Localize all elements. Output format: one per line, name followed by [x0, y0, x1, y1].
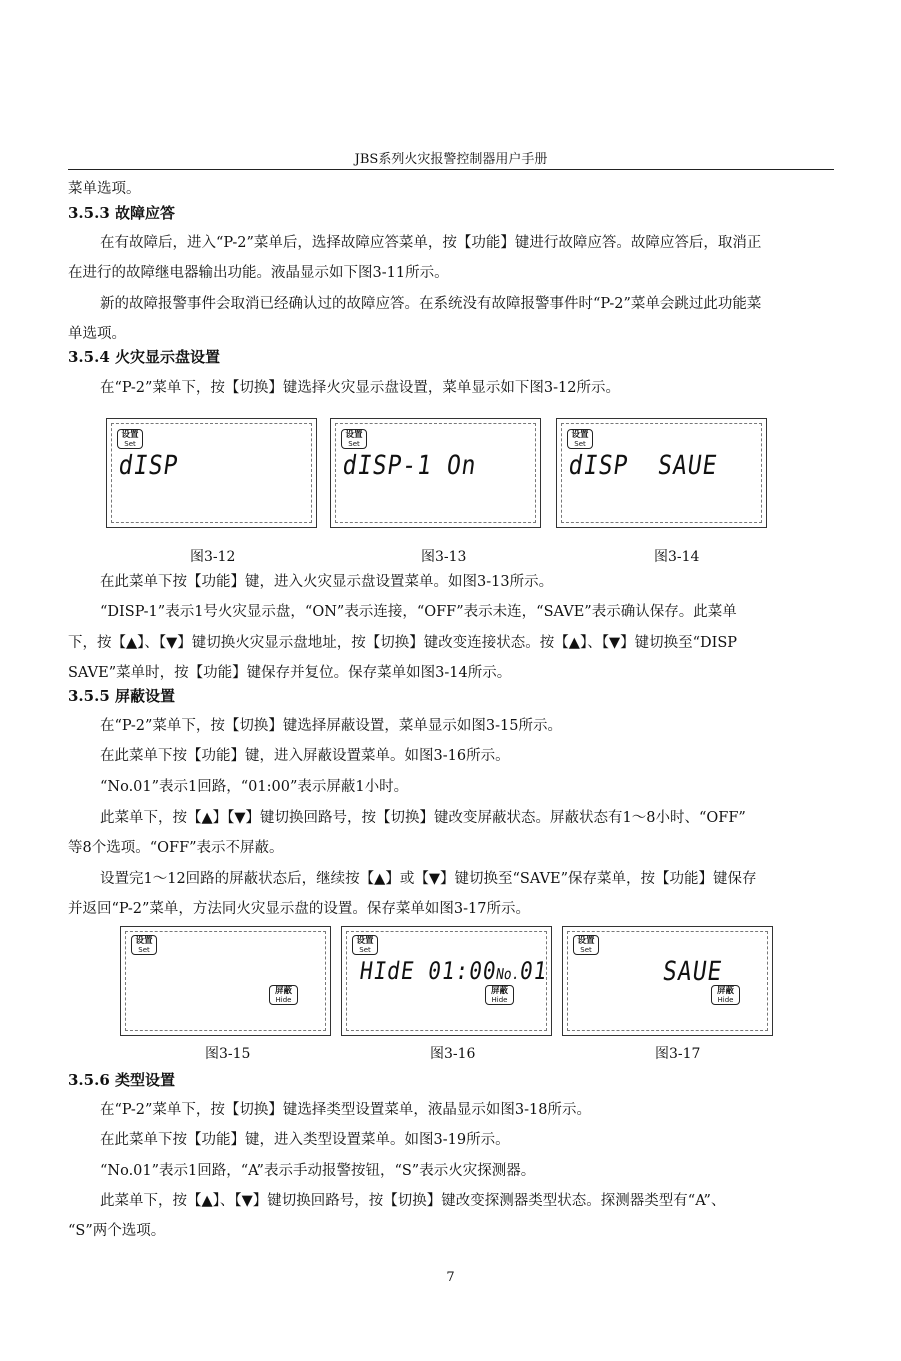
- text-line: 等8个选项。“OFF”表示不屏蔽。: [68, 840, 284, 856]
- figure-caption: 图3-13: [421, 549, 467, 565]
- text-line: 单选项。: [68, 326, 126, 342]
- lcd-segment-small: No.: [494, 966, 521, 984]
- page-number: 7: [446, 1270, 455, 1285]
- text-line: “DISP-1”表示1号火灾显示盘，“ON”表示连接，“OFF”表示未连，“SAVE”表示确认保存。此菜单: [100, 604, 737, 620]
- text-line: 在“P-2”菜单下，按【切换】键选择火灾显示盘设置，菜单显示如下图3-12所示。: [100, 380, 620, 396]
- lcd-figure-3-12: [106, 418, 317, 528]
- figure-caption: 图3-15: [205, 1046, 251, 1062]
- text-line: 下，按【▲】、【▼】键切换火灾显示盘地址，按【切换】键改变连接状态。按【▲】、【▼】键切换至“DISP: [68, 635, 738, 651]
- lcd-figure-3-14: [556, 418, 767, 528]
- text-line: 设置完1～12回路的屏蔽状态后，继续按【▲】或【▼】键切换至“SAVE”保存菜单，按【功能】键保存: [100, 871, 757, 887]
- set-badge: 设置 Set: [352, 935, 378, 955]
- lcd-segment-text: dISP: [116, 451, 181, 481]
- lcd-figure-3-16: [341, 926, 552, 1036]
- lcd-segment-text: dISP-1 On: [340, 451, 479, 481]
- figure-caption: 图3-14: [654, 549, 700, 565]
- figure-caption: 图3-12: [190, 549, 236, 565]
- text-line: 此菜单下，按【▲】【▼】键切换回路号，按【切换】键改变屏蔽状态。屏蔽状态有1～8小时、“OFF”: [100, 810, 746, 826]
- text-line: 在进行的故障继电器输出功能。液晶显示如下图3-11所示。: [68, 265, 449, 281]
- text-line: SAVE”菜单时，按【功能】键保存并复位。保存菜单如图3-14所示。: [68, 665, 512, 681]
- set-badge: 设置 Set: [567, 429, 593, 449]
- lcd-figure-3-15: [120, 926, 331, 1036]
- text-line: 新的故障报警事件会取消已经确认过的故障应答。在系统没有故障报警事件时“P-2”菜单会跳过此功能菜: [100, 296, 762, 312]
- text-line: 此菜单下，按【▲】、【▼】键切换回路号，按【切换】键改变探测器类型状态。探测器类型有“A”、: [100, 1193, 726, 1209]
- text-line: 在“P-2”菜单下，按【切换】键选择屏蔽设置，菜单显示如图3-15所示。: [100, 718, 562, 734]
- section-heading-3-5-3: 3.5.3 故障应答: [68, 204, 175, 222]
- section-heading-3-5-5: 3.5.5 屏蔽设置: [68, 687, 175, 705]
- text-line: 菜单选项。: [68, 181, 141, 197]
- text-line: “S”两个选项。: [68, 1223, 166, 1239]
- text-line: 在有故障后，进入“P-2”菜单后，选择故障应答菜单，按【功能】键进行故障应答。故障应答后，取消正: [100, 235, 762, 251]
- text-line: “No.01”表示1回路，“A”表示手动报警按钮，“S”表示火灾探测器。: [100, 1163, 536, 1179]
- lcd-figure-3-17: [562, 926, 773, 1036]
- set-badge: 设置 Set: [573, 935, 599, 955]
- lcd-segment-text: dISP SAUE: [566, 451, 720, 481]
- hide-badge: 屏蔽 Hide: [485, 985, 514, 1005]
- set-badge: 设置 Set: [131, 935, 157, 955]
- section-heading-3-5-6: 3.5.6 类型设置: [68, 1071, 175, 1089]
- text-line: 在“P-2”菜单下，按【切换】键选择类型设置菜单，液晶显示如图3-18所示。: [100, 1102, 591, 1118]
- text-line: 在此菜单下按【功能】键，进入火灾显示盘设置菜单。如图3-13所示。: [100, 574, 554, 590]
- text-line: 在此菜单下按【功能】键，进入类型设置菜单。如图3-19所示。: [100, 1132, 510, 1148]
- header-rule: [68, 169, 834, 170]
- lcd-figure-3-13: [330, 418, 541, 528]
- lcd-segment-text: HIdE 01:00No.01: [358, 957, 550, 985]
- section-heading-3-5-4: 3.5.4 火灾显示盘设置: [68, 348, 220, 366]
- text-line: 并返回“P-2”菜单，方法同火灾显示盘的设置。保存菜单如图3-17所示。: [68, 901, 530, 917]
- figure-caption: 图3-16: [430, 1046, 476, 1062]
- hide-badge: 屏蔽 Hide: [269, 985, 298, 1005]
- text-line: 在此菜单下按【功能】键，进入屏蔽设置菜单。如图3-16所示。: [100, 748, 510, 764]
- lcd-segment-text: SAUE: [660, 957, 725, 987]
- running-header: JBS系列火灾报警控制器用户手册: [354, 152, 548, 167]
- text-line: “No.01”表示1回路，“01:00”表示屏蔽1小时。: [100, 779, 409, 795]
- figure-caption: 图3-17: [655, 1046, 701, 1062]
- set-badge: 设置 Set: [341, 429, 367, 449]
- hide-badge: 屏蔽 Hide: [711, 985, 740, 1005]
- set-badge: 设置 Set: [117, 429, 143, 449]
